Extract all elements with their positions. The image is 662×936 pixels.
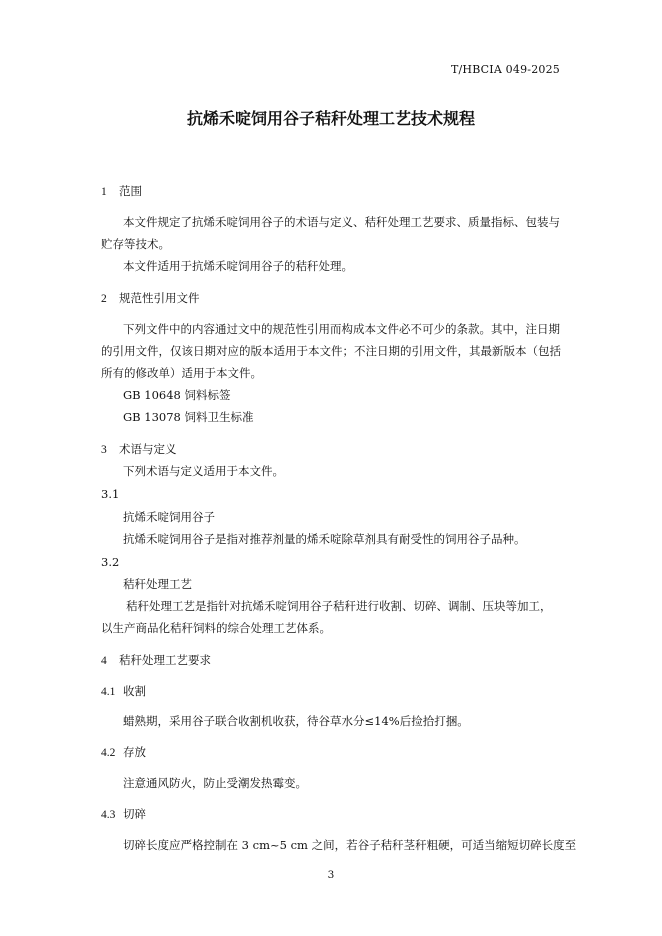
document-title: 抗烯禾啶饲用谷子秸秆处理工艺技术规程 [186,109,475,128]
section-number: 2 [101,293,107,305]
term-definition: 抗烯禾啶饲用谷子是指对推荐剂量的烯禾啶除草剂具有耐受性的饲用谷子品种。 [123,532,526,546]
subsection-number: 4.3 [101,809,116,821]
paragraph-line: 注意通风防火，防止受潮发热霉变。 [123,776,307,790]
term-definition-line: 秸秆处理工艺是指针对抗烯禾啶饲用谷子秸秆进行收割、切碎、调制、压块等加工， [126,599,552,613]
section-title: 术语与定义 [119,442,177,456]
subsection-number: 4.2 [101,747,116,759]
subsection-title: 收割 [123,684,146,698]
paragraph-line: 下列文件中的内容通过文中的规范性引用而构成本文件必不可少的条款。其中，注日期 [123,322,560,336]
paragraph-line: 切碎长度应严格控制在 3 cm~5 cm 之间，若谷子秸秆茎秆粗硬，可适当缩短切碎长度至 [123,838,577,852]
section-title: 秸秆处理工艺要求 [119,653,211,667]
subsection-title: 切碎 [123,807,146,821]
term-number: 3.2 [101,555,120,569]
section-number: 4 [101,655,107,667]
paragraph-line: 下列术语与定义适用于本文件。 [123,464,284,478]
paragraph-line: 蜡熟期，采用谷子联合收割机收获，待谷草水分≤14%后捡拾打捆。 [123,714,469,728]
document-code: T/HBCIA 049-2025 [450,63,560,76]
subsection-title: 存放 [123,745,146,759]
term-name: 秸秆处理工艺 [123,577,192,591]
paragraph-line: 本文件适用于抗烯禾啶饲用谷子的秸秆处理。 [123,259,353,273]
subsection-4-2-heading [101,744,146,760]
term-number: 3.1 [101,487,120,501]
section-number: 3 [101,444,107,456]
paragraph-line: 所有的修改单）适用于本文件。 [101,366,262,380]
section-title: 规范性引用文件 [119,291,200,305]
section-number: 1 [101,186,107,198]
paragraph-line: 本文件规定了抗烯禾啶饲用谷子的术语与定义、秸秆处理工艺要求、质量指标、包装与 [123,215,560,229]
subsection-number: 4.1 [101,686,116,698]
term-name: 抗烯禾啶饲用谷子 [123,510,215,524]
paragraph-line: 贮存等技术。 [101,237,170,251]
subsection-4-3-heading [101,806,146,822]
section-2-heading [101,290,200,306]
term-definition-line: 以生产商品化秸秆饲料的综合处理工艺体系。 [101,621,331,635]
subsection-4-1-heading [101,683,146,699]
section-title: 范围 [119,184,142,198]
section-4-heading [101,652,211,668]
section-3-heading [101,441,177,457]
page-number: 3 [327,869,335,881]
paragraph-line: 的引用文件，仅该日期对应的版本适用于本文件；不注日期的引用文件，其最新版本（包括 [101,344,561,358]
section-1-heading [101,183,142,199]
reference-item: GB 13078 饲料卫生标准 [123,410,254,424]
reference-item: GB 10648 饲料标签 [123,388,231,402]
